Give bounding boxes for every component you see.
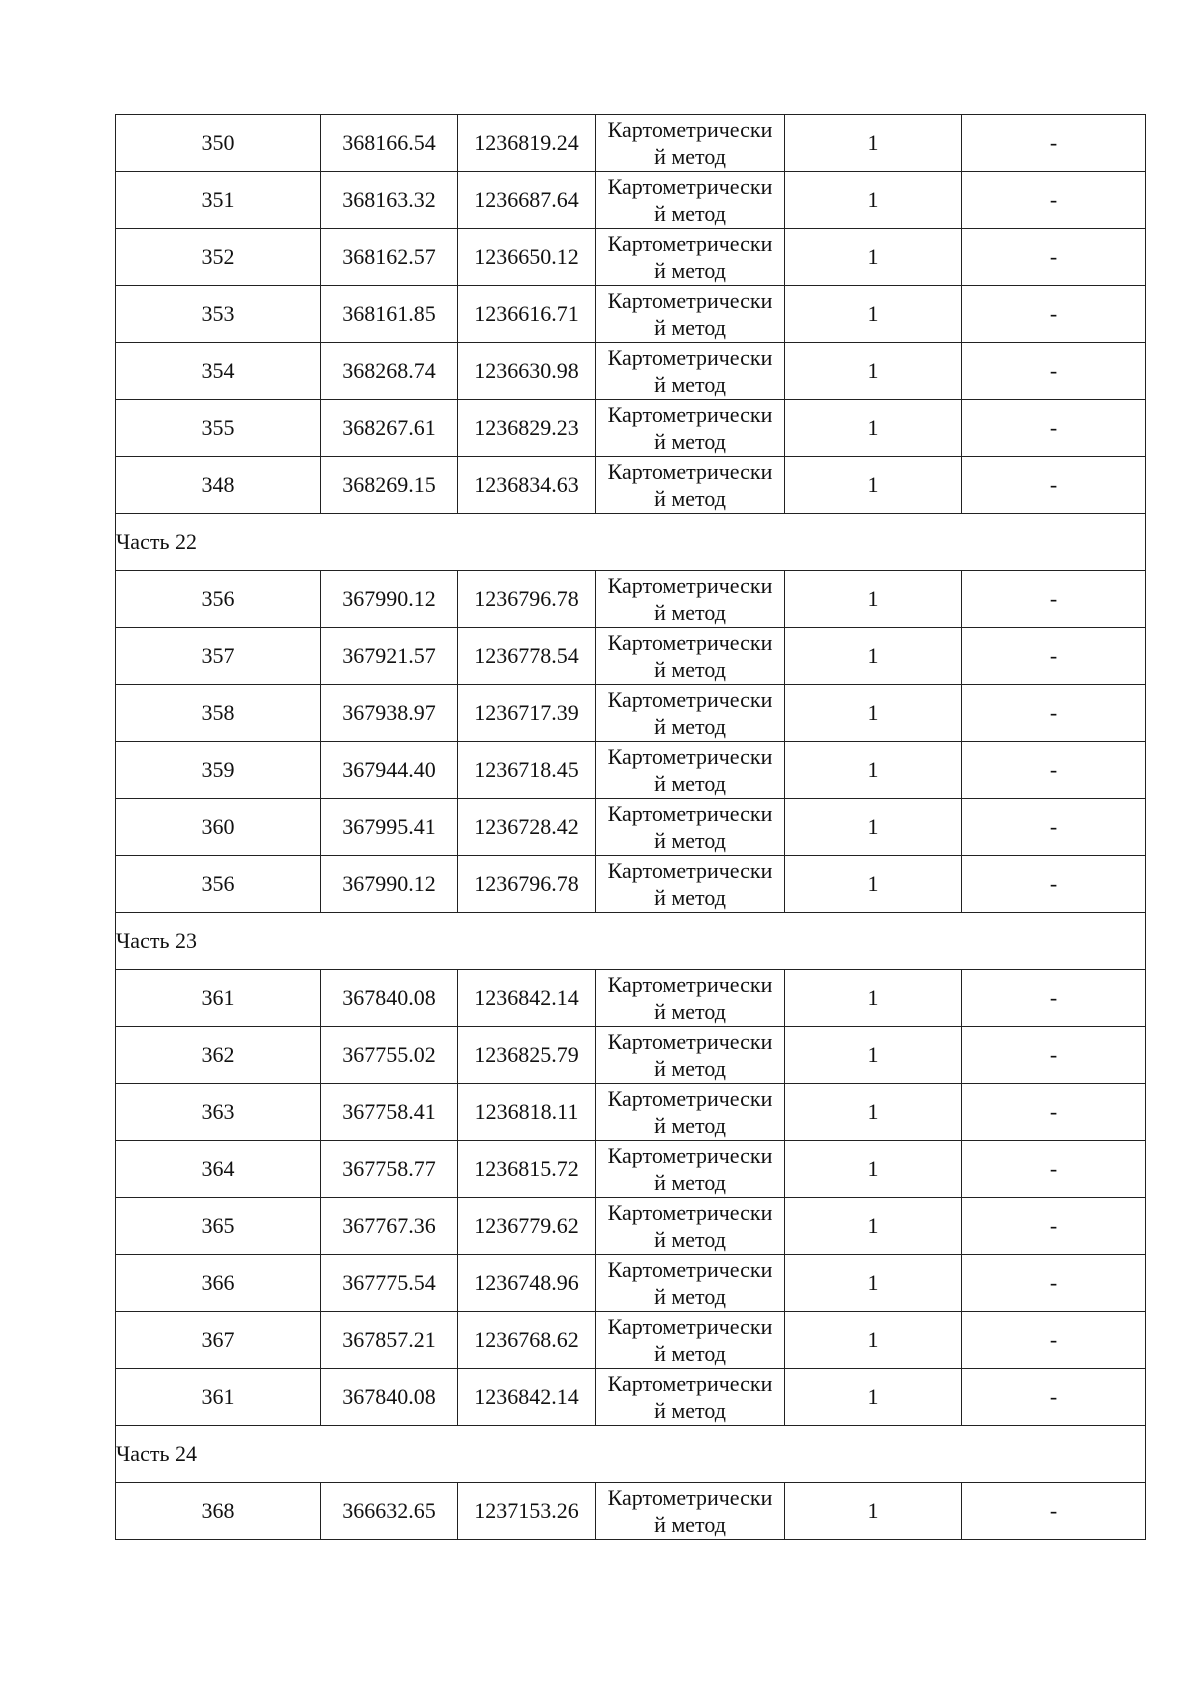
accuracy-cell: 1 <box>785 685 962 742</box>
y-coordinate-cell: 1236616.71 <box>458 286 596 343</box>
description-cell: - <box>962 1141 1146 1198</box>
method-cell: Картометрически й метод <box>596 286 785 343</box>
description-cell: - <box>962 571 1146 628</box>
table-body <box>116 115 1146 1540</box>
table-row <box>116 970 1146 1027</box>
x-coordinate-cell: 367767.36 <box>321 1198 458 1255</box>
accuracy-cell: 1 <box>785 115 962 172</box>
table-row <box>116 1312 1146 1369</box>
point-number-cell: 355 <box>116 400 321 457</box>
description-cell: - <box>962 1198 1146 1255</box>
table-row <box>116 856 1146 913</box>
y-coordinate-cell: 1236728.42 <box>458 799 596 856</box>
table-row <box>116 571 1146 628</box>
y-coordinate-cell: 1236687.64 <box>458 172 596 229</box>
y-coordinate-cell: 1236815.72 <box>458 1141 596 1198</box>
coordinates-table <box>115 114 1146 1540</box>
point-number-cell: 357 <box>116 628 321 685</box>
point-number-cell: 362 <box>116 1027 321 1084</box>
point-number-cell: 365 <box>116 1198 321 1255</box>
table-row <box>116 229 1146 286</box>
point-number-cell: 356 <box>116 856 321 913</box>
method-cell: Картометрически й метод <box>596 799 785 856</box>
accuracy-cell: 1 <box>785 1084 962 1141</box>
accuracy-cell: 1 <box>785 1141 962 1198</box>
x-coordinate-cell: 367840.08 <box>321 970 458 1027</box>
description-cell: - <box>962 457 1146 514</box>
y-coordinate-cell: 1236842.14 <box>458 1369 596 1426</box>
part-label: Часть 23 <box>116 913 1146 970</box>
accuracy-cell: 1 <box>785 1198 962 1255</box>
y-coordinate-cell: 1237153.26 <box>458 1483 596 1540</box>
accuracy-cell: 1 <box>785 970 962 1027</box>
y-coordinate-cell: 1236718.45 <box>458 742 596 799</box>
description-cell: - <box>962 1312 1146 1369</box>
description-cell: - <box>962 1084 1146 1141</box>
point-number-cell: 359 <box>116 742 321 799</box>
point-number-cell: 361 <box>116 970 321 1027</box>
y-coordinate-cell: 1236796.78 <box>458 571 596 628</box>
accuracy-cell: 1 <box>785 400 962 457</box>
method-cell: Картометрически й метод <box>596 172 785 229</box>
y-coordinate-cell: 1236748.96 <box>458 1255 596 1312</box>
description-cell: - <box>962 1483 1146 1540</box>
accuracy-cell: 1 <box>785 229 962 286</box>
y-coordinate-cell: 1236778.54 <box>458 628 596 685</box>
x-coordinate-cell: 368163.32 <box>321 172 458 229</box>
table-row <box>116 799 1146 856</box>
method-cell: Картометрически й метод <box>596 343 785 400</box>
description-cell: - <box>962 1255 1146 1312</box>
x-coordinate-cell: 368166.54 <box>321 115 458 172</box>
method-cell: Картометрически й метод <box>596 115 785 172</box>
method-cell: Картометрически й метод <box>596 742 785 799</box>
table-row <box>116 400 1146 457</box>
y-coordinate-cell: 1236768.62 <box>458 1312 596 1369</box>
y-coordinate-cell: 1236819.24 <box>458 115 596 172</box>
method-cell: Картометрически й метод <box>596 1312 785 1369</box>
description-cell: - <box>962 343 1146 400</box>
y-coordinate-cell: 1236842.14 <box>458 970 596 1027</box>
accuracy-cell: 1 <box>785 457 962 514</box>
table-row <box>116 286 1146 343</box>
x-coordinate-cell: 367995.41 <box>321 799 458 856</box>
method-cell: Картометрически й метод <box>596 571 785 628</box>
table-row <box>116 115 1146 172</box>
table-row <box>116 1027 1146 1084</box>
method-cell: Картометрически й метод <box>596 1141 785 1198</box>
description-cell: - <box>962 400 1146 457</box>
y-coordinate-cell: 1236825.79 <box>458 1027 596 1084</box>
accuracy-cell: 1 <box>785 571 962 628</box>
accuracy-cell: 1 <box>785 1255 962 1312</box>
point-number-cell: 364 <box>116 1141 321 1198</box>
description-cell: - <box>962 115 1146 172</box>
y-coordinate-cell: 1236829.23 <box>458 400 596 457</box>
x-coordinate-cell: 367921.57 <box>321 628 458 685</box>
x-coordinate-cell: 367990.12 <box>321 856 458 913</box>
description-cell: - <box>962 685 1146 742</box>
method-cell: Картометрически й метод <box>596 1027 785 1084</box>
part-header-row <box>116 1426 1146 1483</box>
y-coordinate-cell: 1236717.39 <box>458 685 596 742</box>
part-header-row <box>116 514 1146 571</box>
method-cell: Картометрически й метод <box>596 856 785 913</box>
point-number-cell: 361 <box>116 1369 321 1426</box>
x-coordinate-cell: 368267.61 <box>321 400 458 457</box>
table-row <box>116 628 1146 685</box>
description-cell: - <box>962 742 1146 799</box>
point-number-cell: 350 <box>116 115 321 172</box>
method-cell: Картометрически й метод <box>596 229 785 286</box>
y-coordinate-cell: 1236779.62 <box>458 1198 596 1255</box>
point-number-cell: 366 <box>116 1255 321 1312</box>
x-coordinate-cell: 367990.12 <box>321 571 458 628</box>
method-cell: Картометрически й метод <box>596 970 785 1027</box>
method-cell: Картометрически й метод <box>596 1255 785 1312</box>
y-coordinate-cell: 1236834.63 <box>458 457 596 514</box>
y-coordinate-cell: 1236796.78 <box>458 856 596 913</box>
accuracy-cell: 1 <box>785 1027 962 1084</box>
method-cell: Картометрически й метод <box>596 1483 785 1540</box>
method-cell: Картометрически й метод <box>596 400 785 457</box>
part-label: Часть 22 <box>116 514 1146 571</box>
description-cell: - <box>962 286 1146 343</box>
table-row <box>116 1084 1146 1141</box>
method-cell: Картометрически й метод <box>596 457 785 514</box>
accuracy-cell: 1 <box>785 1483 962 1540</box>
table-row <box>116 1255 1146 1312</box>
x-coordinate-cell: 368161.85 <box>321 286 458 343</box>
y-coordinate-cell: 1236818.11 <box>458 1084 596 1141</box>
accuracy-cell: 1 <box>785 343 962 400</box>
accuracy-cell: 1 <box>785 286 962 343</box>
method-cell: Картометрически й метод <box>596 1084 785 1141</box>
accuracy-cell: 1 <box>785 1312 962 1369</box>
description-cell: - <box>962 628 1146 685</box>
part-header-row <box>116 913 1146 970</box>
x-coordinate-cell: 367758.77 <box>321 1141 458 1198</box>
x-coordinate-cell: 367944.40 <box>321 742 458 799</box>
table-row <box>116 685 1146 742</box>
table-row <box>116 457 1146 514</box>
point-number-cell: 352 <box>116 229 321 286</box>
table-row <box>116 1369 1146 1426</box>
accuracy-cell: 1 <box>785 1369 962 1426</box>
method-cell: Картометрически й метод <box>596 628 785 685</box>
description-cell: - <box>962 970 1146 1027</box>
point-number-cell: 348 <box>116 457 321 514</box>
description-cell: - <box>962 799 1146 856</box>
x-coordinate-cell: 368268.74 <box>321 343 458 400</box>
table-row <box>116 1198 1146 1255</box>
description-cell: - <box>962 229 1146 286</box>
table-row <box>116 172 1146 229</box>
accuracy-cell: 1 <box>785 628 962 685</box>
accuracy-cell: 1 <box>785 742 962 799</box>
accuracy-cell: 1 <box>785 856 962 913</box>
part-label: Часть 24 <box>116 1426 1146 1483</box>
point-number-cell: 358 <box>116 685 321 742</box>
x-coordinate-cell: 368269.15 <box>321 457 458 514</box>
table-row <box>116 1141 1146 1198</box>
x-coordinate-cell: 367755.02 <box>321 1027 458 1084</box>
x-coordinate-cell: 367775.54 <box>321 1255 458 1312</box>
description-cell: - <box>962 856 1146 913</box>
point-number-cell: 351 <box>116 172 321 229</box>
method-cell: Картометрически й метод <box>596 1198 785 1255</box>
x-coordinate-cell: 366632.65 <box>321 1483 458 1540</box>
point-number-cell: 367 <box>116 1312 321 1369</box>
point-number-cell: 368 <box>116 1483 321 1540</box>
point-number-cell: 354 <box>116 343 321 400</box>
x-coordinate-cell: 367840.08 <box>321 1369 458 1426</box>
description-cell: - <box>962 1027 1146 1084</box>
point-number-cell: 356 <box>116 571 321 628</box>
x-coordinate-cell: 368162.57 <box>321 229 458 286</box>
table-row <box>116 343 1146 400</box>
x-coordinate-cell: 367857.21 <box>321 1312 458 1369</box>
y-coordinate-cell: 1236630.98 <box>458 343 596 400</box>
description-cell: - <box>962 1369 1146 1426</box>
table-row <box>116 1483 1146 1540</box>
table-row <box>116 742 1146 799</box>
y-coordinate-cell: 1236650.12 <box>458 229 596 286</box>
point-number-cell: 353 <box>116 286 321 343</box>
accuracy-cell: 1 <box>785 799 962 856</box>
point-number-cell: 360 <box>116 799 321 856</box>
description-cell: - <box>962 172 1146 229</box>
method-cell: Картометрически й метод <box>596 1369 785 1426</box>
x-coordinate-cell: 367938.97 <box>321 685 458 742</box>
method-cell: Картометрически й метод <box>596 685 785 742</box>
accuracy-cell: 1 <box>785 172 962 229</box>
x-coordinate-cell: 367758.41 <box>321 1084 458 1141</box>
point-number-cell: 363 <box>116 1084 321 1141</box>
